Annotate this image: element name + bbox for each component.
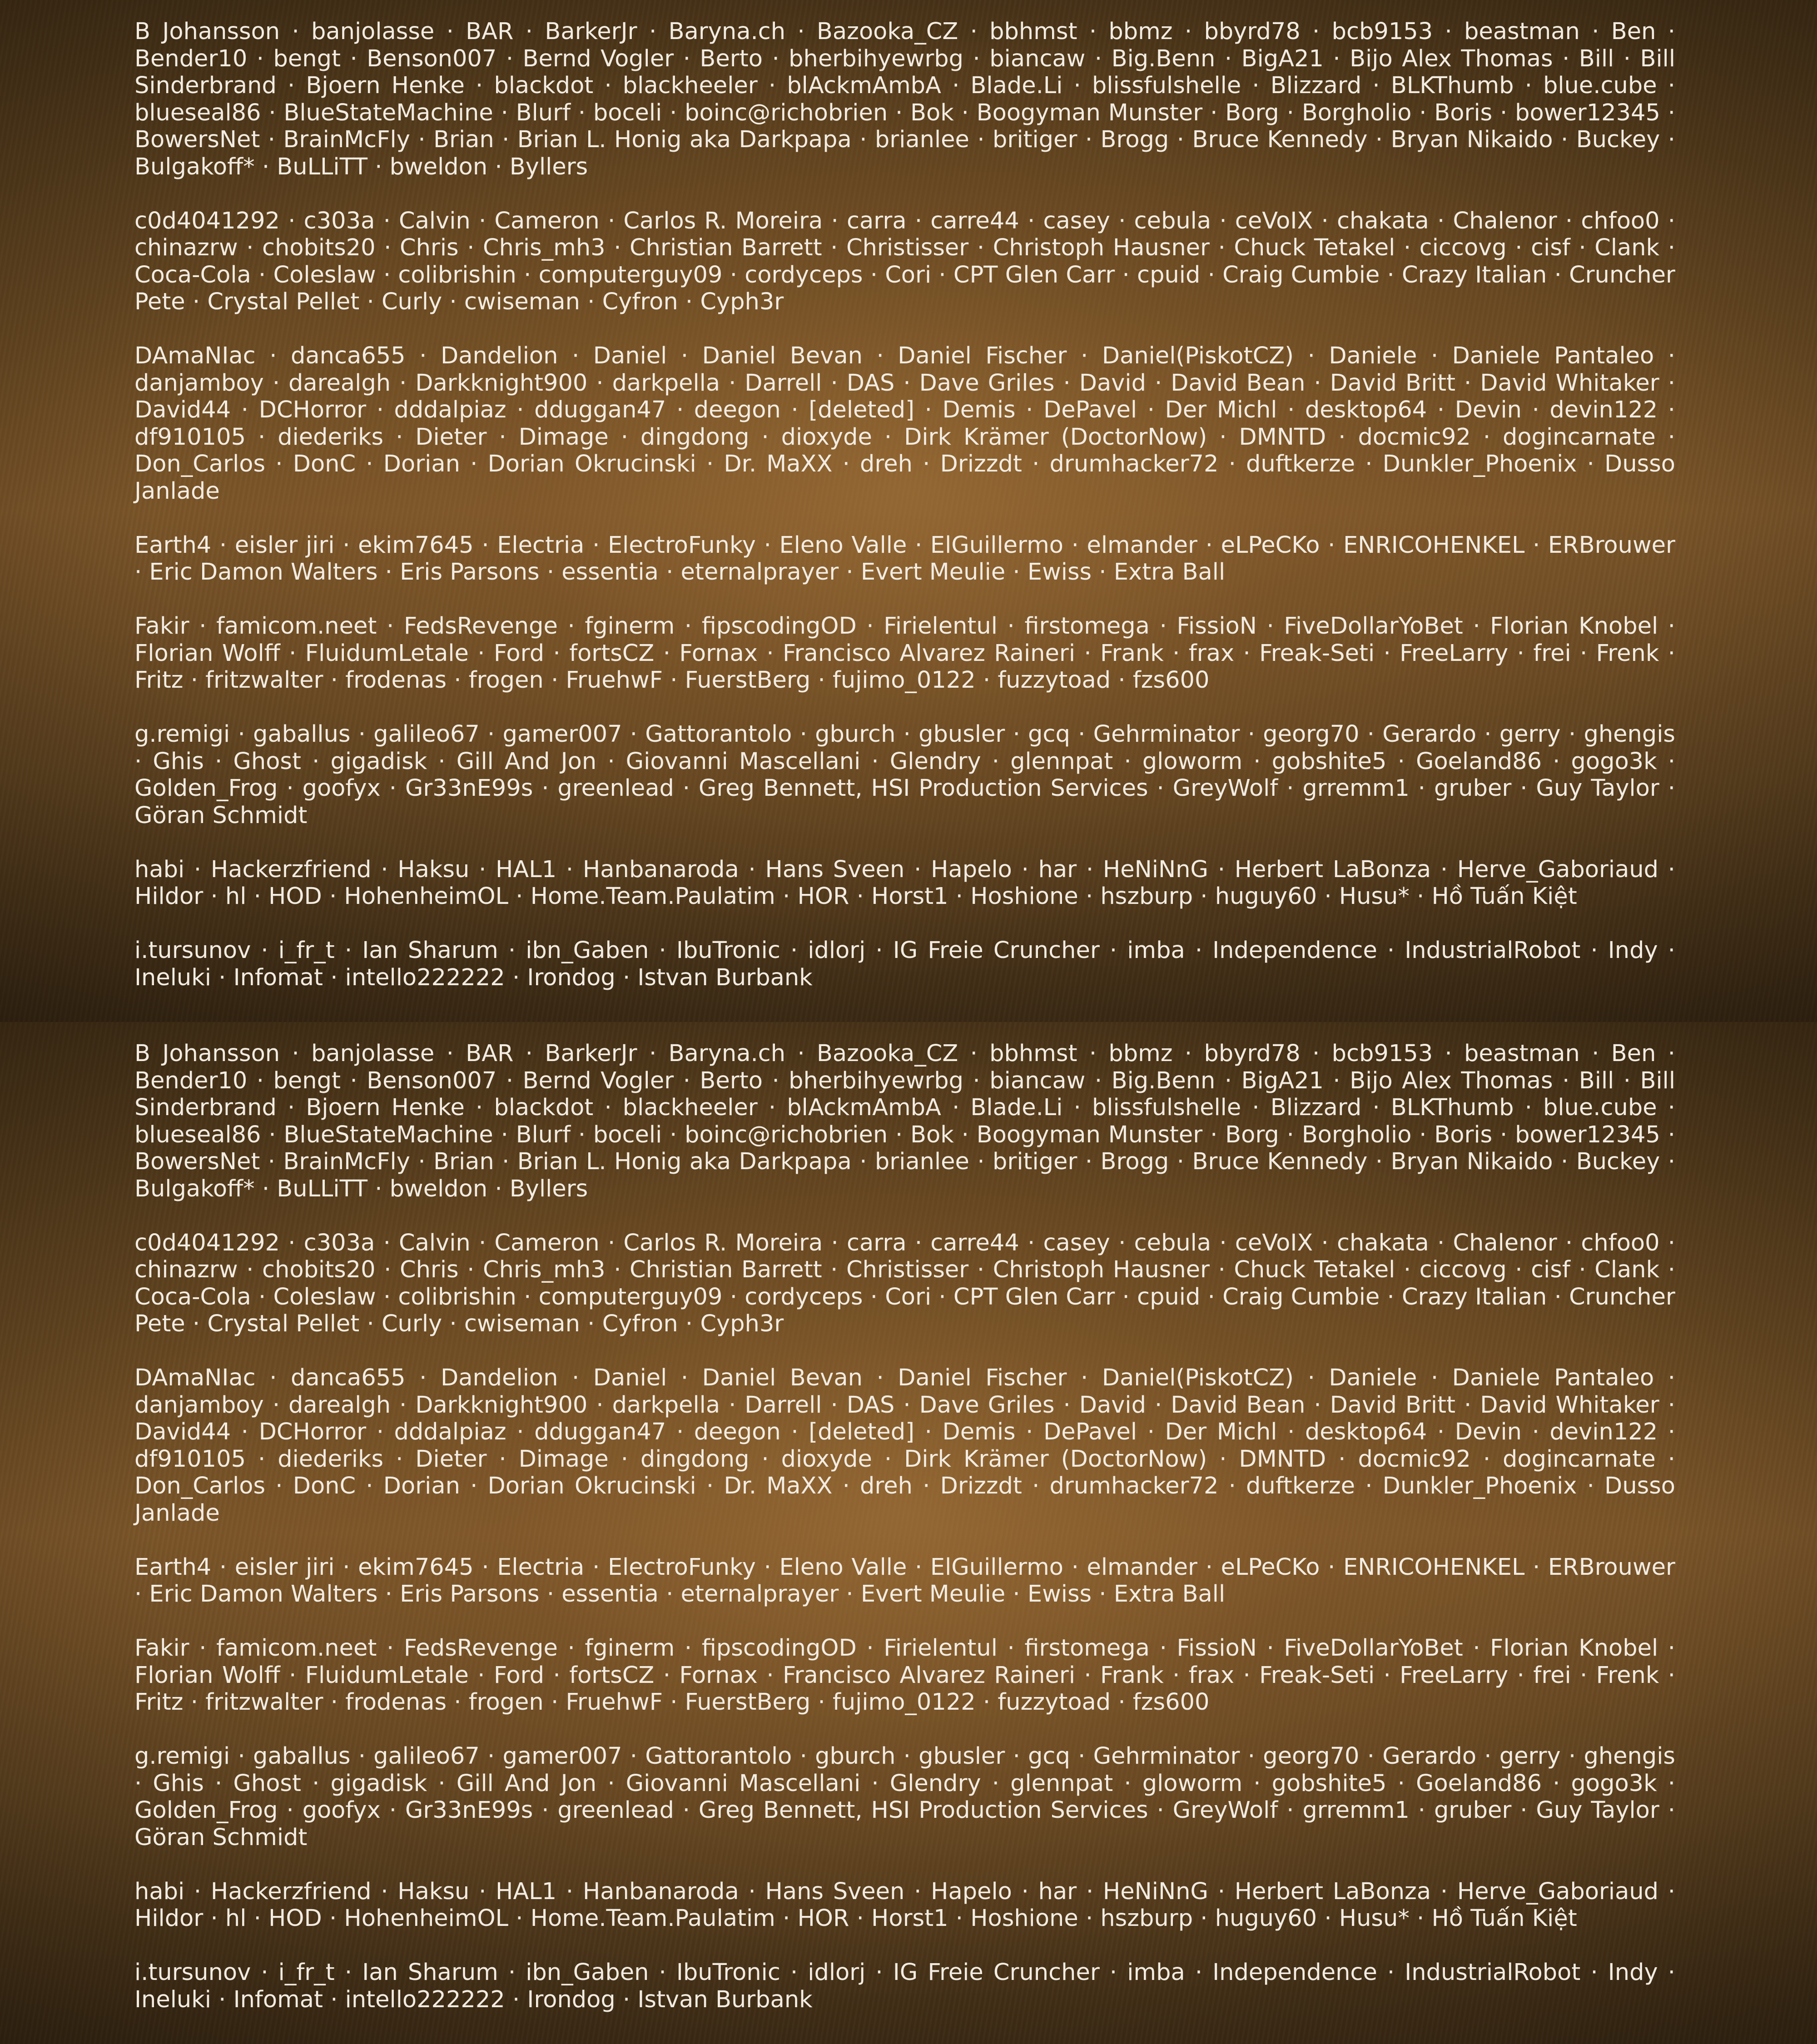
credits-group-h: habi · Hackerzfriend · Haksu · HAL1 · Hanbanaroda · Hans Sveen · Hapelo · har · HeNiNnG · Herbert LaBonza · Herve_Gaboriaud · Hildor · hl · HOD · HohenheimOL · Home.Team.Paulatim · HOR · Horst1 · Hoshione · hszburp · huguy60 · Husu* · Hồ Tuấn Kiệt (134, 856, 1675, 910)
credits-group-c: c0d4041292 · c303a · Calvin · Cameron · Carlos R. Moreira · carra · carre44 · casey · cebula · ceVoIX · chakata · Chalenor · chfoo0 · chinazrw · chobits20 · Chris · Chris_mh3 · Christian Barrett · Christisser · Christoph Hausner · Chuck Tetakel · ciccovg · cisf · Clank · Coca-Cola · Coleslaw · colibrishin · computerguy09 · cordyceps · Cori · CPT Glen Carr · cpuid · Craig Cumbie · Crazy Italian · Cruncher Pete · Crystal Pellet · Curly · cwiseman · Cyfron · Cyph3r (134, 208, 1675, 316)
credits-group-g: g.remigi · gaballus · galileo67 · gamer007 · Gattorantolo · gburch · gbusler · gcq · Gehrminator · georg70 · Gerardo · gerry · ghengis · Ghis · Ghost · gigadisk · Gill And Jon · Giovanni Mascellani · Glendry · glennpat · gloworm · gobshite5 · Goeland86 · gogo3k · Golden_Frog · goofyx · Gr33nE99s · greenlead · Greg Bennett, HSI Production Services · GreyWolf · grremm1 · gruber · Guy Taylor · Göran Schmidt (134, 721, 1675, 829)
credits-group-i: i.tursunov · i_fr_t · Ian Sharum · ibn_Gaben · IbuTronic · idlorj · IG Freie Cruncher · imba · Independence · IndustrialRobot · Indy · Ineluki · Infomat · intello222222 · Irondog · Istvan Burbank (134, 937, 1675, 991)
credits-group-g: g.remigi · gaballus · galileo67 · gamer007 · Gattorantolo · gburch · gbusler · gcq · Gehrminator · georg70 · Gerardo · gerry · ghengis · Ghis · Ghost · gigadisk · Gill And Jon · Giovanni Mascellani · Glendry · glennpat · gloworm · gobshite5 · Goeland86 · gogo3k · Golden_Frog · goofyx · Gr33nE99s · greenlead · Greg Bennett, HSI Production Services · GreyWolf · grremm1 · gruber · Guy Taylor · Göran Schmidt (134, 1743, 1675, 1851)
credits-group-b: B Johansson · banjolasse · BAR · BarkerJr · Baryna.ch · Bazooka_CZ · bbhmst · bbmz · bbyrd78 · bcb9153 · beastman · Ben · Bender10 · bengt · Benson007 · Bernd Vogler · Berto · bherbihyewrbg · biancaw · Big.Benn · BigA21 · Bijo Alex Thomas · Bill · Bill Sinderbrand · Bjoern Henke · blackdot · blackheeler · blAckmAmbA · Blade.Li · blissfulshelle · Blizzard · BLKThumb · blue.cube · blueseal86 · BlueStateMachine · Blurf · boceli · boinc@richobrien · Bok · Boogyman Munster · Borg · Borgholio · Boris · bower12345 · BowersNet · BrainMcFly · Brian · Brian L. Honig aka Darkpapa · brianlee · britiger · Brogg · Bruce Kennedy · Bryan Nikaido · Buckey · Bulgakoff* · BuLLiTT · bweldon · Byllers (134, 18, 1675, 180)
credits-group-f: Fakir · famicom.neet · FedsRevenge · fginerm · fipscodingOD · Firielentul · firstomega · FissioN · FiveDollarYoBet · Florian Knobel · Florian Wolff · FluidumLetale · Ford · fortsCZ · Fornax · Francisco Alvarez Raineri · Frank · frax · Freak-Seti · FreeLarry · frei · Frenk · Fritz · fritzwalter · frodenas · frogen · FruehwF · FuerstBerg · fujimo_0122 · fuzzytoad · fzs600 (134, 613, 1675, 694)
credits-group-c: c0d4041292 · c303a · Calvin · Cameron · Carlos R. Moreira · carra · carre44 · casey · cebula · ceVoIX · chakata · Chalenor · chfoo0 · chinazrw · chobits20 · Chris · Chris_mh3 · Christian Barrett · Christisser · Christoph Hausner · Chuck Tetakel · ciccovg · cisf · Clank · Coca-Cola · Coleslaw · colibrishin · computerguy09 · cordyceps · Cori · CPT Glen Carr · cpuid · Craig Cumbie · Crazy Italian · Cruncher Pete · Crystal Pellet · Curly · cwiseman · Cyfron · Cyph3r (134, 1230, 1675, 1338)
credits-group-h: habi · Hackerzfriend · Haksu · HAL1 · Hanbanaroda · Hans Sveen · Hapelo · har · HeNiNnG · Herbert LaBonza · Herve_Gaboriaud · Hildor · hl · HOD · HohenheimOL · Home.Team.Paulatim · HOR · Horst1 · Hoshione · hszburp · huguy60 · Husu* · Hồ Tuấn Kiệt (134, 1878, 1675, 1932)
credits-group-e: Earth4 · eisler jiri · ekim7645 · Electria · ElectroFunky · Eleno Valle · ElGuillermo · elmander · eLPeCKo · ENRICOHENKEL · ERBrouwer · Eric Damon Walters · Eris Parsons · essentia · eternalprayer · Evert Meulie · Ewiss · Extra Ball (134, 532, 1675, 586)
credits-group-d: DAmaNIac · danca655 · Dandelion · Daniel · Daniel Bevan · Daniel Fischer · Daniel(PiskotCZ) · Daniele · Daniele Pantaleo · danjamboy · darealgh · Darkknight900 · darkpella · Darrell · DAS · Dave Griles · David · David Bean · David Britt · David Whitaker · David44 · DCHorror · dddalpiaz · dduggan47 · deegon · [deleted] · Demis · DePavel · Der Michl · desktop64 · Devin · devin122 · df910105 · diederiks · Dieter · Dimage · dingdong · dioxyde · Dirk Krämer (DoctorNow) · DMNTD · docmic92 · dogincarnate · Don_Carlos · DonC · Dorian · Dorian Okrucinski · Dr. MaXX · dreh · Drizzdt · drumhacker72 · duftkerze · Dunkler_Phoenix · Dusso Janlade (134, 342, 1675, 505)
credits-group-b: B Johansson · banjolasse · BAR · BarkerJr · Baryna.ch · Bazooka_CZ · bbhmst · bbmz · bbyrd78 · bcb9153 · beastman · Ben · Bender10 · bengt · Benson007 · Bernd Vogler · Berto · bherbihyewrbg · biancaw · Big.Benn · BigA21 · Bijo Alex Thomas · Bill · Bill Sinderbrand · Bjoern Henke · blackdot · blackheeler · blAckmAmbA · Blade.Li · blissfulshelle · Blizzard · BLKThumb · blue.cube · blueseal86 · BlueStateMachine · Blurf · boceli · boinc@richobrien · Bok · Boogyman Munster · Borg · Borgholio · Boris · bower12345 · BowersNet · BrainMcFly · Brian · Brian L. Honig aka Darkpapa · brianlee · britiger · Brogg · Bruce Kennedy · Bryan Nikaido · Buckey · Bulgakoff* · BuLLiTT · bweldon · Byllers (134, 1040, 1675, 1202)
credits-group-d: DAmaNIac · danca655 · Dandelion · Daniel · Daniel Bevan · Daniel Fischer · Daniel(PiskotCZ) · Daniele · Daniele Pantaleo · danjamboy · darealgh · Darkknight900 · darkpella · Darrell · DAS · Dave Griles · David · David Bean · David Britt · David Whitaker · David44 · DCHorror · dddalpiaz · dduggan47 · deegon · [deleted] · Demis · DePavel · Der Michl · desktop64 · Devin · devin122 · df910105 · diederiks · Dieter · Dimage · dingdong · dioxyde · Dirk Krämer (DoctorNow) · DMNTD · docmic92 · dogincarnate · Don_Carlos · DonC · Dorian · Dorian Okrucinski · Dr. MaXX · dreh · Drizzdt · drumhacker72 · duftkerze · Dunkler_Phoenix · Dusso Janlade (134, 1364, 1675, 1527)
credits-group-e: Earth4 · eisler jiri · ekim7645 · Electria · ElectroFunky · Eleno Valle · ElGuillermo · elmander · eLPeCKo · ENRICOHENKEL · ERBrouwer · Eric Damon Walters · Eris Parsons · essentia · eternalprayer · Evert Meulie · Ewiss · Extra Ball (134, 1554, 1675, 1608)
credits-group-f: Fakir · famicom.neet · FedsRevenge · fginerm · fipscodingOD · Firielentul · firstomega · FissioN · FiveDollarYoBet · Florian Knobel · Florian Wolff · FluidumLetale · Ford · fortsCZ · Fornax · Francisco Alvarez Raineri · Frank · frax · Freak-Seti · FreeLarry · frei · Frenk · Fritz · fritzwalter · frodenas · frogen · FruehwF · FuerstBerg · fujimo_0122 · fuzzytoad · fzs600 (134, 1635, 1675, 1716)
credits-group-i: i.tursunov · i_fr_t · Ian Sharum · ibn_Gaben · IbuTronic · idlorj · IG Freie Cruncher · imba · Independence · IndustrialRobot · Indy · Ineluki · Infomat · intello222222 · Irondog · Istvan Burbank (134, 1959, 1675, 2013)
